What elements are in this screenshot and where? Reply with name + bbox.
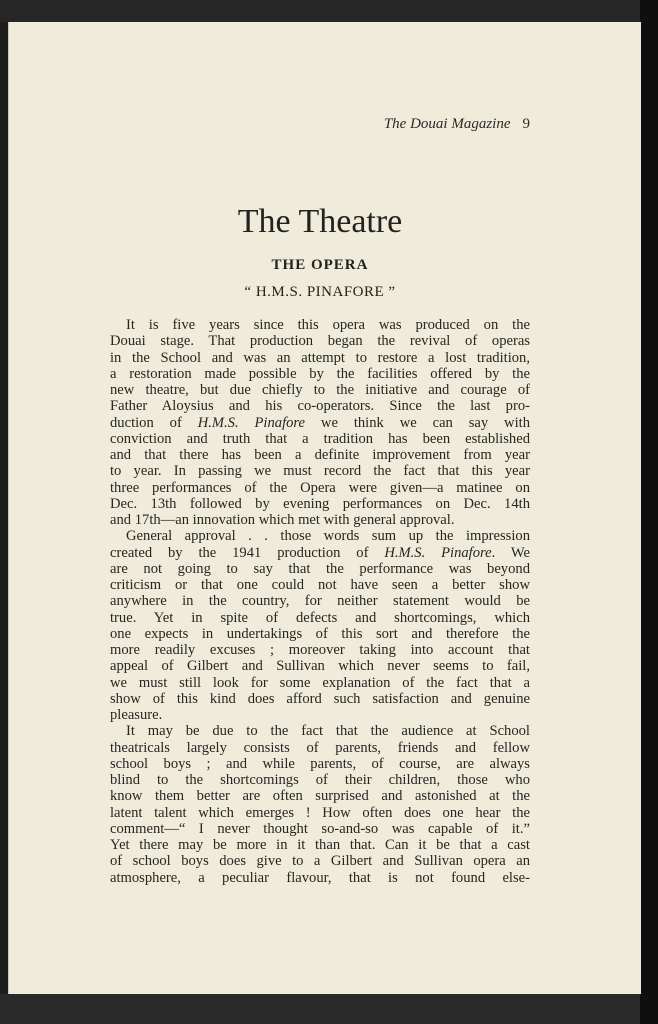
body-line: duction of H.M.S. Pinafore we think we can say with xyxy=(110,414,530,431)
body-line: It may be due to the fact that the audience at School xyxy=(126,723,530,740)
body-line: school boys ; and while parents, of course, are always xyxy=(110,755,530,772)
body-line: Dec. 13th followed by evening performances on Dec. 14th xyxy=(110,495,530,512)
italic-work-title: H.M.S. Pinafore xyxy=(384,544,492,561)
work-title: “ H.M.S. PINAFORE ” xyxy=(244,284,396,300)
body-line: Yet there may be more in it than that. Can it be that a cast xyxy=(110,837,530,853)
body-line: atmosphere, a peculiar flavour, that is not found else- xyxy=(110,869,530,886)
body-line: of school boys does give to a Gilbert and Sullivan opera an xyxy=(110,853,530,870)
section-heading: THE OPERA xyxy=(271,257,369,273)
page-number: 9 xyxy=(522,116,530,132)
body-line: are not going to say that the performance was beyond xyxy=(110,560,530,577)
scan-bottom-edge xyxy=(0,994,658,1024)
body-line: anywhere in the country, for neither statement would be xyxy=(110,593,530,610)
body-line: created by the 1941 production of H.M.S. Pinafore. We xyxy=(110,544,530,561)
body-line: It is five years since this opera was produced on the xyxy=(126,317,530,333)
italic-work-title: H.M.S. Pinafore xyxy=(197,414,306,431)
body-line: Father Aloysius and his co-operators. Since the last pro- xyxy=(110,398,530,415)
body-line: criticism or that one could not have seen a better show xyxy=(110,577,530,593)
body-line: true. Yet in spite of defects and shortcomings, which xyxy=(110,609,530,626)
running-head xyxy=(384,116,530,133)
body-line: one expects in undertakings of this sort and therefore the xyxy=(110,625,530,642)
body-line: appeal of Gilbert and Sullivan which never seems to fail, xyxy=(110,658,530,675)
body-line: know them better are often surprised and astonished at the xyxy=(110,788,530,805)
magazine-name: The Douai Magazine xyxy=(383,116,511,132)
book-spine xyxy=(640,0,658,1024)
body-line: and 17th—an innovation which met with general approval. xyxy=(110,512,455,528)
body-line: we must still look for some explanation of the fact that a xyxy=(110,674,530,691)
body-line: blind to the shortcomings of their children, those who xyxy=(110,772,530,788)
body-line: Douai stage. That production began the revival of operas xyxy=(110,333,530,350)
body-line: show of this kind does afford such satisfaction and genuine xyxy=(110,690,530,707)
body-line: to year. In passing we must record the fact that this year xyxy=(110,463,530,480)
article-body xyxy=(110,317,530,886)
body-line: General approval . . those words sum up the impression xyxy=(126,528,530,545)
body-line: latent talent which emerges ! How often does one hear the xyxy=(110,804,530,821)
body-line: theatricals largely consists of parents, friends and fellow xyxy=(110,739,530,756)
body-line: pleasure. xyxy=(110,707,163,723)
body-line: new theatre, but due chiefly to the initiative and courage of xyxy=(110,382,530,398)
body-line: more readily excuses ; moreover taking into account that xyxy=(110,642,530,658)
body-line: conviction and truth that a tradition has been established xyxy=(110,430,530,447)
body-line: a restoration made possible by the facilities offered by the xyxy=(110,365,530,382)
article-title: The Theatre xyxy=(237,203,403,240)
scan-top-edge xyxy=(0,0,658,22)
body-line: in the School and was an attempt to restore a lost tradition, xyxy=(110,349,530,366)
body-line: comment—“ I never thought so-and-so was capable of it.” xyxy=(110,820,530,837)
body-line: three performances of the Opera were given—a matinee on xyxy=(110,479,530,496)
body-line: and that there has been a definite improvement from year xyxy=(110,447,530,463)
